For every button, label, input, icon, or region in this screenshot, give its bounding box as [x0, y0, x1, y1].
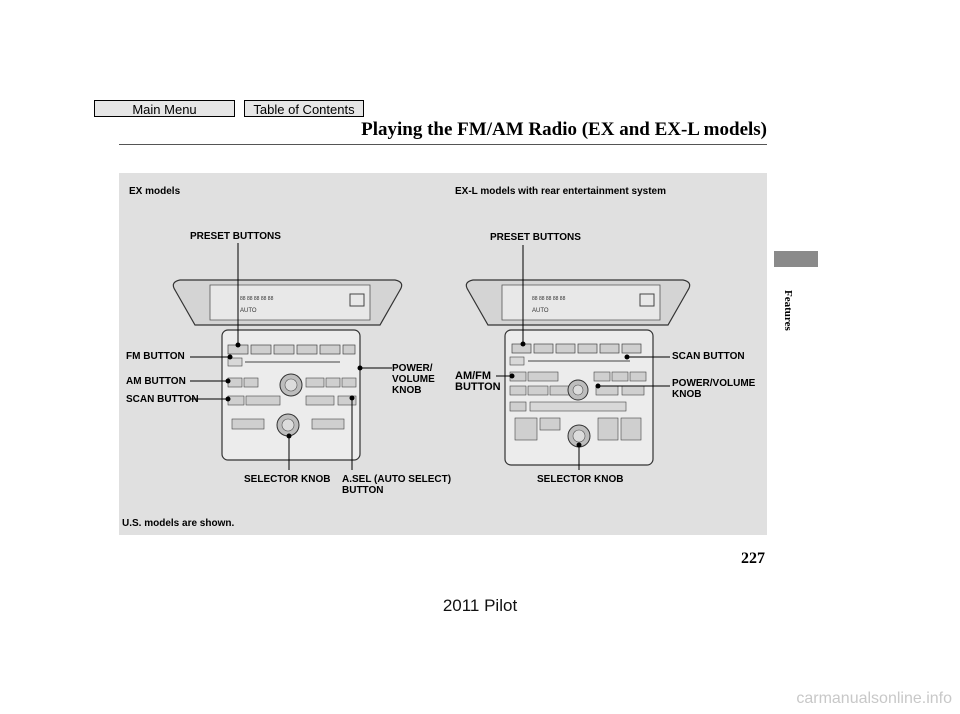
svg-text:AUTO: AUTO [532, 308, 549, 314]
ex-fm-button-label: FM BUTTON [126, 351, 185, 362]
ex-radio-unit [173, 280, 401, 460]
exl-amfm-button-label: AM/FM BUTTON [455, 370, 501, 393]
ex-am-button-label: AM BUTTON [126, 376, 186, 387]
table-of-contents-button[interactable]: Table of Contents [244, 100, 364, 117]
exl-scan-button-label: SCAN BUTTON [672, 351, 745, 362]
exl-power-volume-knob-label: POWER/VOLUME KNOB [672, 378, 756, 400]
svg-text:88 88 88 88 88: 88 88 88 88 88 [532, 296, 566, 302]
exl-selector-knob-label: SELECTOR KNOB [537, 474, 624, 485]
ex-scan-button-label: SCAN BUTTON [126, 394, 199, 405]
svg-text:AUTO: AUTO [240, 308, 257, 314]
exl-preset-buttons-label: PRESET BUTTONS [490, 232, 581, 243]
ex-selector-knob-label: SELECTOR KNOB [244, 474, 331, 485]
ex-power-volume-knob-label: POWER/ VOLUME KNOB [392, 363, 435, 396]
ex-asel-button-label: A.SEL (AUTO SELECT) BUTTON [342, 474, 452, 496]
section-label: Features [782, 290, 794, 331]
watermark: carmanualsonline.info [796, 690, 952, 707]
footer-model: 2011 Pilot [442, 596, 518, 615]
us-models-note: U.S. models are shown. [122, 518, 235, 529]
page-title: Playing the FM/AM Radio (EX and EX-L models) [361, 119, 767, 140]
ex-preset-buttons-label: PRESET BUTTONS [190, 231, 281, 242]
ex-models-caption: EX models [129, 186, 181, 197]
ex-preset-row [228, 345, 355, 354]
page-number: 227 [741, 550, 765, 567]
exl-models-caption: EX-L models with rear entertainment system [455, 186, 666, 197]
svg-text:88 88 88 88 88: 88 88 88 88 88 [240, 296, 274, 302]
main-menu-button[interactable]: Main Menu [94, 100, 235, 117]
